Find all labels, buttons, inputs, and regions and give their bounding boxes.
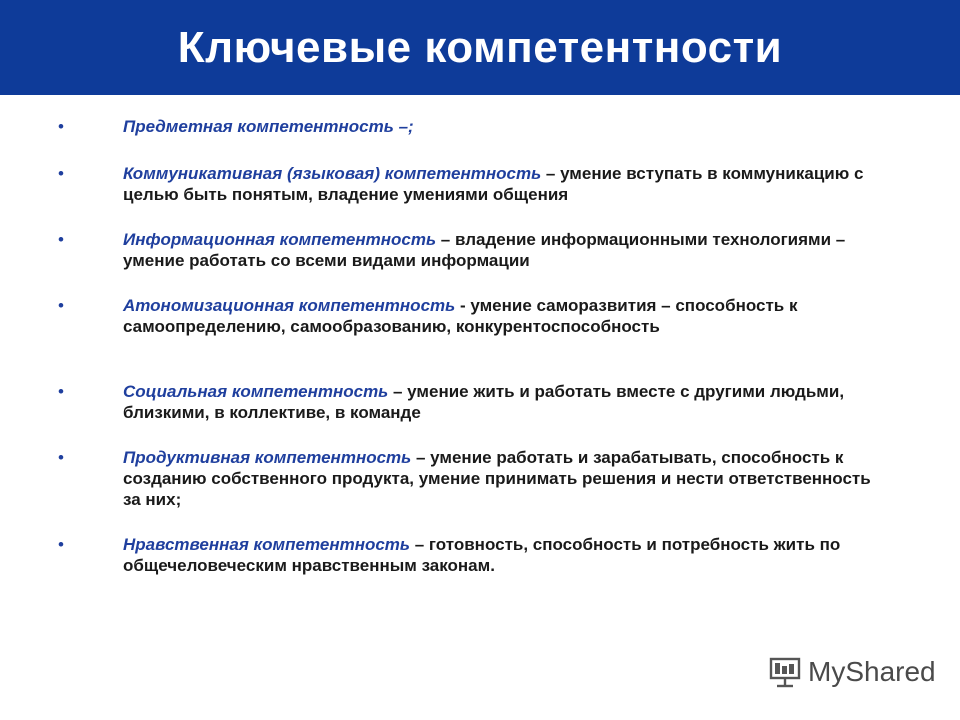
item-term: Атономизационная компетентность [123,296,456,315]
item-description: – готовность, способность и потребность жить по общечеловеческим нравственным законам. [123,535,841,575]
item-description: – умение работать и зарабатывать, способность к созданию собственного продукта, умение принимать решения и нести ответственность за них; [123,448,871,509]
presentation-board-icon [768,655,802,689]
myshared-logo[interactable] [768,655,936,689]
item-text [123,116,893,137]
item-description: - умение саморазвития – способность к самоопределению, самообразованию, конкурентоспособность [123,296,798,336]
item-text [123,381,893,423]
item-text [123,295,893,337]
bullet: • [58,117,64,136]
bullet: • [58,535,64,554]
bullet: • [58,448,64,467]
item-term: Информационная компетентность [123,230,437,249]
item-term: Социальная компетентность [123,382,389,401]
bullet: • [58,382,64,401]
item-term: Предметная компетентность –; [123,117,414,136]
slide-title: Ключевые компетентности [177,22,783,72]
item-description: – владение информационными технологиями – умение работать со всеми видами информации [123,230,846,270]
item-text [123,163,893,205]
item-term: Продуктивная компетентность [123,448,412,467]
bullet: • [58,296,64,315]
bullet: • [58,230,64,249]
item-description: – умение вступать в коммуникацию с целью быть понятым, владение умениями общения [123,164,864,204]
item-text [123,229,893,271]
item-text [123,534,893,576]
item-text [123,447,893,510]
item-term: Нравственная компетентность [123,535,411,554]
item-term: Коммуникативная (языковая) компетентность [123,164,542,183]
item-description: – умение жить и работать вместе с другими людьми, близкими, в коллективе, в команде [123,382,845,422]
bullet: • [58,164,64,183]
logo-text: MyShared [808,656,936,687]
